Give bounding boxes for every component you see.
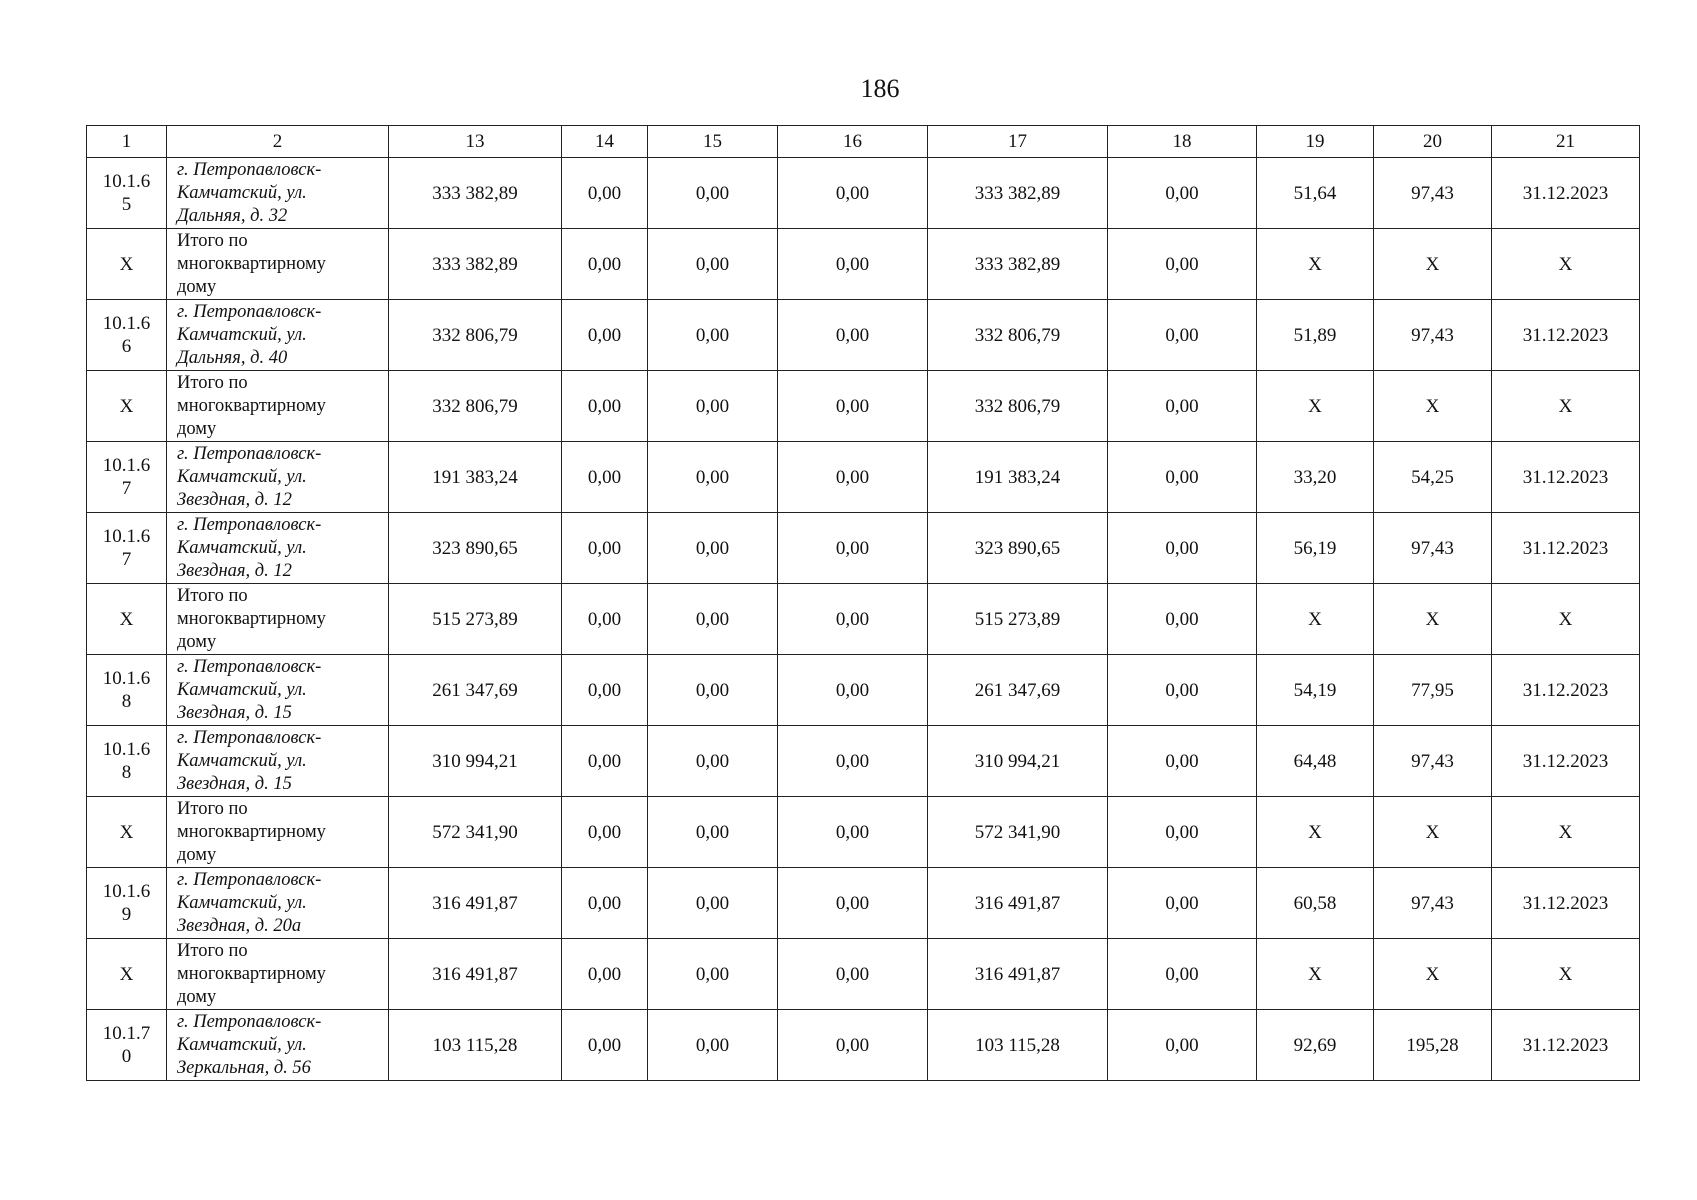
value-cell: 0,00 — [648, 229, 778, 300]
value-cell: 0,00 — [1108, 655, 1257, 726]
total-label-cell: Итого по многоквартирному дому — [167, 584, 389, 655]
total-label-cell: Итого по многоквартирному дому — [167, 797, 389, 868]
value-cell: 0,00 — [1108, 513, 1257, 584]
value-cell: 0,00 — [648, 868, 778, 939]
value-cell: 54,25 — [1374, 442, 1492, 513]
value-cell: 0,00 — [648, 158, 778, 229]
value-cell: 261 347,69 — [928, 655, 1108, 726]
value-cell: 0,00 — [778, 584, 928, 655]
value-cell: 333 382,89 — [928, 158, 1108, 229]
value-cell: 572 341,90 — [928, 797, 1108, 868]
register-table — [86, 125, 1640, 1081]
value-cell: 332 806,79 — [928, 300, 1108, 371]
column-header: 2 — [167, 126, 389, 158]
address-cell: г. Петропавловск- Камчатский, ул. Звездная, д. 15 — [167, 655, 389, 726]
value-cell: 60,58 — [1257, 868, 1374, 939]
value-cell: 0,00 — [778, 655, 928, 726]
value-cell: 0,00 — [562, 584, 648, 655]
value-cell: 332 806,79 — [389, 371, 562, 442]
row-number-cell: X — [87, 371, 167, 442]
value-cell: 56,19 — [1257, 513, 1374, 584]
value-cell: 0,00 — [562, 300, 648, 371]
value-cell: 0,00 — [562, 229, 648, 300]
total-row — [87, 939, 1640, 1010]
column-header: 17 — [928, 126, 1108, 158]
row-number-cell: 10.1.6 7 — [87, 513, 167, 584]
value-cell: 191 383,24 — [389, 442, 562, 513]
value-cell: 0,00 — [1108, 939, 1257, 1010]
value-cell: 0,00 — [648, 371, 778, 442]
value-cell: 333 382,89 — [389, 158, 562, 229]
value-cell: 0,00 — [648, 797, 778, 868]
value-cell: 316 491,87 — [389, 939, 562, 1010]
value-cell: 0,00 — [562, 1010, 648, 1081]
value-cell: 51,64 — [1257, 158, 1374, 229]
value-cell: 31.12.2023 — [1492, 442, 1640, 513]
total-row — [87, 797, 1640, 868]
value-cell: 0,00 — [1108, 797, 1257, 868]
address-cell: г. Петропавловск- Камчатский, ул. Дальняя, д. 40 — [167, 300, 389, 371]
value-cell: 0,00 — [778, 442, 928, 513]
value-cell: 0,00 — [778, 371, 928, 442]
value-cell: 97,43 — [1374, 158, 1492, 229]
value-cell: X — [1257, 797, 1374, 868]
value-cell: X — [1374, 797, 1492, 868]
address-cell: г. Петропавловск- Камчатский, ул. Зеркальная, д. 56 — [167, 1010, 389, 1081]
value-cell: 195,28 — [1374, 1010, 1492, 1081]
value-cell: 515 273,89 — [389, 584, 562, 655]
value-cell: 333 382,89 — [928, 229, 1108, 300]
table-row — [87, 513, 1640, 584]
value-cell: 0,00 — [562, 442, 648, 513]
value-cell: 310 994,21 — [389, 726, 562, 797]
value-cell: 0,00 — [1108, 868, 1257, 939]
value-cell: 332 806,79 — [389, 300, 562, 371]
value-cell: X — [1374, 229, 1492, 300]
total-row — [87, 584, 1640, 655]
value-cell: 77,95 — [1374, 655, 1492, 726]
address-cell: г. Петропавловск- Камчатский, ул. Звездная, д. 20а — [167, 868, 389, 939]
value-cell: 0,00 — [1108, 1010, 1257, 1081]
column-header: 16 — [778, 126, 928, 158]
value-cell: 31.12.2023 — [1492, 513, 1640, 584]
value-cell: 0,00 — [562, 513, 648, 584]
total-label-cell: Итого по многоквартирному дому — [167, 229, 389, 300]
value-cell: 191 383,24 — [928, 442, 1108, 513]
column-header: 1 — [87, 126, 167, 158]
row-number-cell: 10.1.6 8 — [87, 726, 167, 797]
value-cell: X — [1257, 371, 1374, 442]
value-cell: X — [1492, 584, 1640, 655]
value-cell: 64,48 — [1257, 726, 1374, 797]
value-cell: 323 890,65 — [928, 513, 1108, 584]
row-number-cell: X — [87, 229, 167, 300]
table-row — [87, 158, 1640, 229]
total-row — [87, 229, 1640, 300]
page-number: 186 — [860, 74, 900, 103]
address-cell: г. Петропавловск- Камчатский, ул. Звездная, д. 12 — [167, 513, 389, 584]
value-cell: 515 273,89 — [928, 584, 1108, 655]
row-number-cell: X — [87, 939, 167, 1010]
column-header: 15 — [648, 126, 778, 158]
value-cell: 332 806,79 — [928, 371, 1108, 442]
value-cell: 0,00 — [648, 726, 778, 797]
value-cell: 261 347,69 — [389, 655, 562, 726]
value-cell: 0,00 — [1108, 584, 1257, 655]
value-cell: X — [1492, 797, 1640, 868]
value-cell: 92,69 — [1257, 1010, 1374, 1081]
value-cell: X — [1492, 229, 1640, 300]
table-row — [87, 655, 1640, 726]
value-cell: 31.12.2023 — [1492, 726, 1640, 797]
column-header: 20 — [1374, 126, 1492, 158]
total-label-cell: Итого по многоквартирному дому — [167, 939, 389, 1010]
value-cell: 310 994,21 — [928, 726, 1108, 797]
value-cell: 0,00 — [778, 726, 928, 797]
value-cell: 0,00 — [562, 939, 648, 1010]
value-cell: X — [1374, 584, 1492, 655]
value-cell: 0,00 — [778, 797, 928, 868]
value-cell: 0,00 — [648, 939, 778, 1010]
value-cell: X — [1257, 584, 1374, 655]
value-cell: 103 115,28 — [928, 1010, 1108, 1081]
value-cell: X — [1374, 939, 1492, 1010]
value-cell: 0,00 — [778, 868, 928, 939]
value-cell: 97,43 — [1374, 300, 1492, 371]
row-number-cell: X — [87, 797, 167, 868]
value-cell: 316 491,87 — [928, 939, 1108, 1010]
row-number-cell: X — [87, 584, 167, 655]
value-cell: X — [1492, 939, 1640, 1010]
value-cell: 0,00 — [1108, 300, 1257, 371]
table-row — [87, 1010, 1640, 1081]
value-cell: 0,00 — [648, 513, 778, 584]
value-cell: 323 890,65 — [389, 513, 562, 584]
header-row — [87, 126, 1640, 158]
table-row — [87, 300, 1640, 371]
column-header: 18 — [1108, 126, 1257, 158]
value-cell: 0,00 — [1108, 371, 1257, 442]
row-number-cell: 10.1.6 6 — [87, 300, 167, 371]
value-cell: 0,00 — [562, 371, 648, 442]
value-cell: X — [1257, 229, 1374, 300]
value-cell: 572 341,90 — [389, 797, 562, 868]
value-cell: 0,00 — [1108, 158, 1257, 229]
value-cell: 31.12.2023 — [1492, 1010, 1640, 1081]
value-cell: 31.12.2023 — [1492, 158, 1640, 229]
column-header: 14 — [562, 126, 648, 158]
value-cell: 0,00 — [778, 1010, 928, 1081]
value-cell: 0,00 — [778, 158, 928, 229]
column-header: 19 — [1257, 126, 1374, 158]
column-header: 21 — [1492, 126, 1640, 158]
value-cell: 0,00 — [562, 797, 648, 868]
value-cell: X — [1257, 939, 1374, 1010]
total-row — [87, 371, 1640, 442]
value-cell: 316 491,87 — [389, 868, 562, 939]
value-cell: 333 382,89 — [389, 229, 562, 300]
value-cell: 103 115,28 — [389, 1010, 562, 1081]
value-cell: 97,43 — [1374, 726, 1492, 797]
row-number-cell: 10.1.6 9 — [87, 868, 167, 939]
value-cell: 0,00 — [562, 655, 648, 726]
value-cell: 0,00 — [562, 158, 648, 229]
table-row — [87, 726, 1640, 797]
value-cell: 31.12.2023 — [1492, 655, 1640, 726]
value-cell: 0,00 — [562, 868, 648, 939]
column-header: 13 — [389, 126, 562, 158]
row-number-cell: 10.1.6 8 — [87, 655, 167, 726]
value-cell: 0,00 — [648, 584, 778, 655]
row-number-cell: 10.1.6 5 — [87, 158, 167, 229]
value-cell: 0,00 — [778, 300, 928, 371]
value-cell: 0,00 — [778, 229, 928, 300]
row-number-cell: 10.1.6 7 — [87, 442, 167, 513]
address-cell: г. Петропавловск- Камчатский, ул. Дальняя, д. 32 — [167, 158, 389, 229]
value-cell: 0,00 — [1108, 229, 1257, 300]
value-cell: 97,43 — [1374, 868, 1492, 939]
value-cell: 0,00 — [648, 655, 778, 726]
value-cell: 31.12.2023 — [1492, 300, 1640, 371]
total-label-cell: Итого по многоквартирному дому — [167, 371, 389, 442]
value-cell: 0,00 — [1108, 442, 1257, 513]
address-cell: г. Петропавловск- Камчатский, ул. Звездная, д. 12 — [167, 442, 389, 513]
value-cell: 54,19 — [1257, 655, 1374, 726]
row-number-cell: 10.1.7 0 — [87, 1010, 167, 1081]
table-row — [87, 868, 1640, 939]
value-cell: 0,00 — [648, 442, 778, 513]
table-row — [87, 442, 1640, 513]
address-cell: г. Петропавловск- Камчатский, ул. Звездная, д. 15 — [167, 726, 389, 797]
value-cell: 0,00 — [562, 726, 648, 797]
value-cell: 33,20 — [1257, 442, 1374, 513]
value-cell: X — [1492, 371, 1640, 442]
value-cell: 0,00 — [648, 300, 778, 371]
value-cell: 0,00 — [648, 1010, 778, 1081]
value-cell: 31.12.2023 — [1492, 868, 1640, 939]
value-cell: 97,43 — [1374, 513, 1492, 584]
value-cell: 51,89 — [1257, 300, 1374, 371]
value-cell: 0,00 — [1108, 726, 1257, 797]
value-cell: 0,00 — [778, 939, 928, 1010]
value-cell: 316 491,87 — [928, 868, 1108, 939]
value-cell: 0,00 — [778, 513, 928, 584]
value-cell: X — [1374, 371, 1492, 442]
